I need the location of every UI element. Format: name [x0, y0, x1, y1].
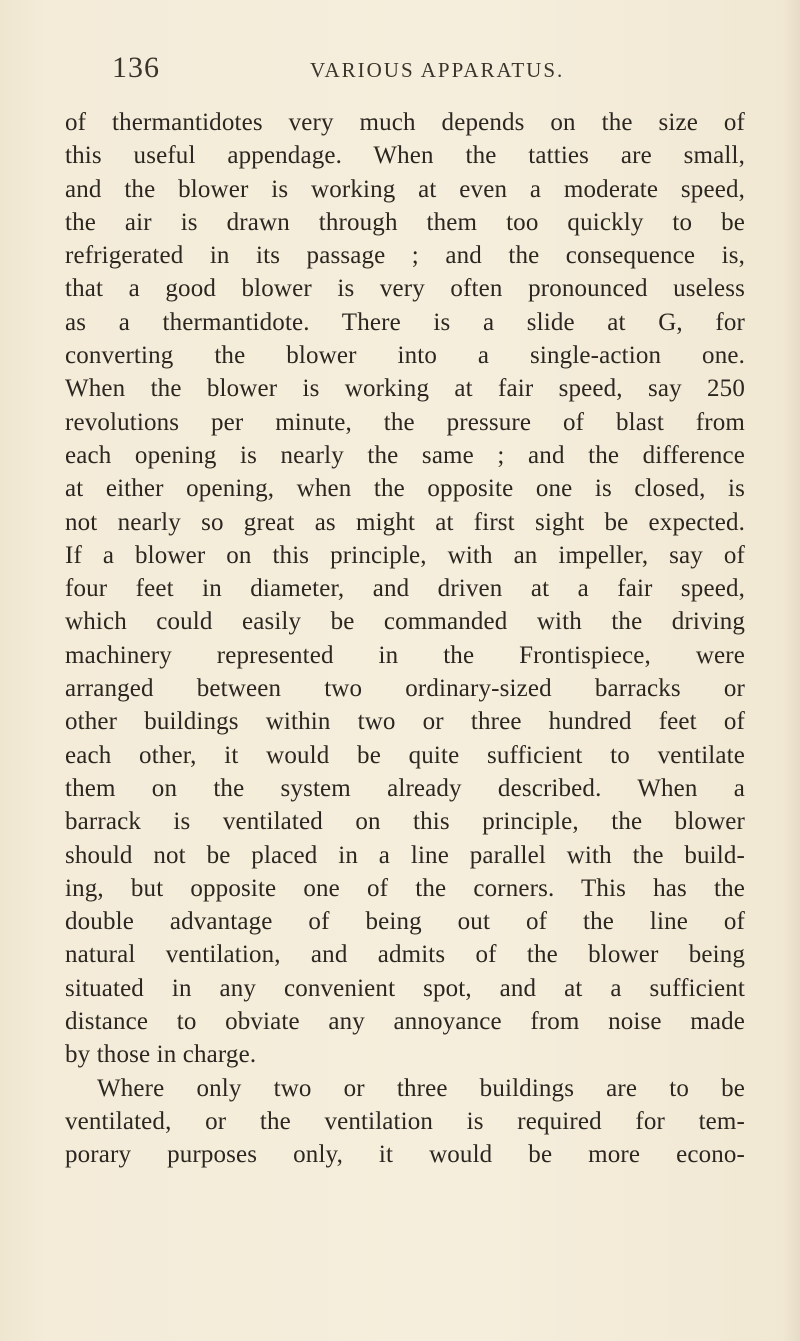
text-line: at either opening, when the opposite one is closed, is [65, 475, 745, 503]
text-line: arranged between two ordinary-sized barracks or [65, 675, 745, 703]
text-line: this useful appendage. When the tatties are small, [65, 142, 745, 170]
text-line: should not be placed in a line parallel with the build- [65, 841, 745, 869]
text-line: distance to obviate any annoyance from noise made [65, 1008, 745, 1036]
text-line: barrack is ventilated on this principle, the blower [65, 808, 745, 836]
text-line: machinery represented in the Frontispiece, were [65, 641, 745, 669]
text-line: porary purposes only, it would be more econo- [65, 1141, 745, 1169]
text-line: ing, but opposite one of the corners. This has the [65, 874, 745, 902]
page-edge-shadow [782, 0, 800, 1341]
text-line: ventilated, or the ventilation is required for tem- [65, 1107, 745, 1135]
text-line: the air is drawn through them too quickly to be [65, 208, 745, 236]
page-header [112, 50, 742, 86]
text-line: of thermantidotes very much depends on the size of [65, 109, 745, 136]
text-line: If a blower on this principle, with an impeller, say of [65, 541, 745, 569]
text-line: not nearly so great as might at first sight be expected. [65, 508, 745, 536]
text-line: refrigerated in its passage ; and the consequence is, [65, 242, 745, 270]
text-line: each other, it would be quite sufficient to ventilate [65, 741, 745, 769]
text-line: Where only two or three buildings are to be [97, 1074, 745, 1102]
text-line: When the blower is working at fair speed, say 250 [65, 375, 745, 403]
text-line: that a good blower is very often pronounced useless [65, 275, 745, 303]
page-number: 136 [112, 51, 160, 84]
body-text [65, 106, 745, 1172]
text-line: and the blower is working at even a moderate speed, [65, 175, 745, 203]
text-line: each opening is nearly the same ; and the difference [65, 441, 745, 469]
text-line: situated in any convenient spot, and at a sufficient [65, 974, 745, 1002]
text-line: double advantage of being out of the line of [65, 908, 745, 936]
text-line: which could easily be commanded with the driving [65, 608, 745, 636]
text-line: four feet in diameter, and driven at a fair speed, [65, 575, 745, 603]
text-line: as a thermantidote. There is a slide at G, for [65, 308, 745, 336]
running-title: VARIOUS APPARATUS. [310, 58, 565, 82]
text-line: revolutions per minute, the pressure of blast from [65, 408, 745, 436]
text-line: by those in charge. [65, 1041, 257, 1069]
text-line: converting the blower into a single-action one. [65, 342, 745, 370]
text-line: other buildings within two or three hundred feet of [65, 708, 745, 736]
text-line: natural ventilation, and admits of the blower being [65, 941, 745, 969]
text-line: them on the system already described. When a [65, 774, 745, 802]
